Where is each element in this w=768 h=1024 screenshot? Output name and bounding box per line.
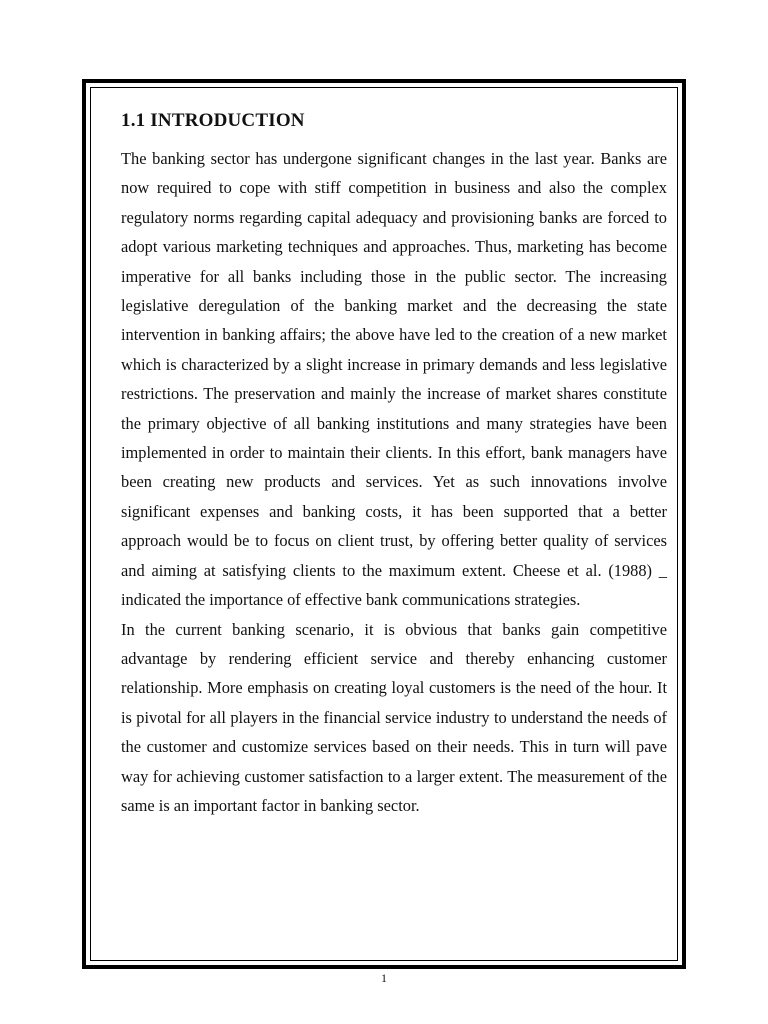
page-number: 1 xyxy=(381,971,387,985)
paragraph-2: In the current banking scenario, it is obvious that banks gain competitive advantage by rendering efficient service and thereby enhancing customer relationship. More emphasis on creating loyal customers is the need of the hour. It is pivotal for all players in the financial service industry to understand the needs of the customer and customize services based on their needs. This in turn will pave way for achieving customer satisfaction to a larger extent. The measurement of the same is an important factor in banking sector. xyxy=(121,619,667,815)
page-content xyxy=(121,108,667,820)
section-heading: 1.1 INTRODUCTION xyxy=(121,110,305,131)
paragraph-1: The banking sector has undergone significant changes in the last year. Banks are now required to cope with stiff competition in business and also the complex regulatory norms regarding capital adequacy and provisioning banks are forced to adopt various marketing techniques and approaches. Thus, marketing has become imperative for all banks including those in the public sector. The increasing legislative deregulation of the banking market and the decreasing the state intervention in banking affairs; the above have led to the creation of a new market which is characterized by a slight increase in primary demands and less legislative restrictions. The preservation and mainly the increase of market shares constitute the primary objective of all banking institutions and many strategies have been implemented in order to maintain their clients. In this effort, bank managers have been creating new products and services. Yet as such innovations involve significant expenses and banking costs, it has been supported that a better approach would be to focus on client trust, by offering better quality of services and aiming at satisfying clients to the maximum extent. Cheese et al. (1988) _ indicated the importance of effective bank communications strategies. xyxy=(121,149,667,610)
